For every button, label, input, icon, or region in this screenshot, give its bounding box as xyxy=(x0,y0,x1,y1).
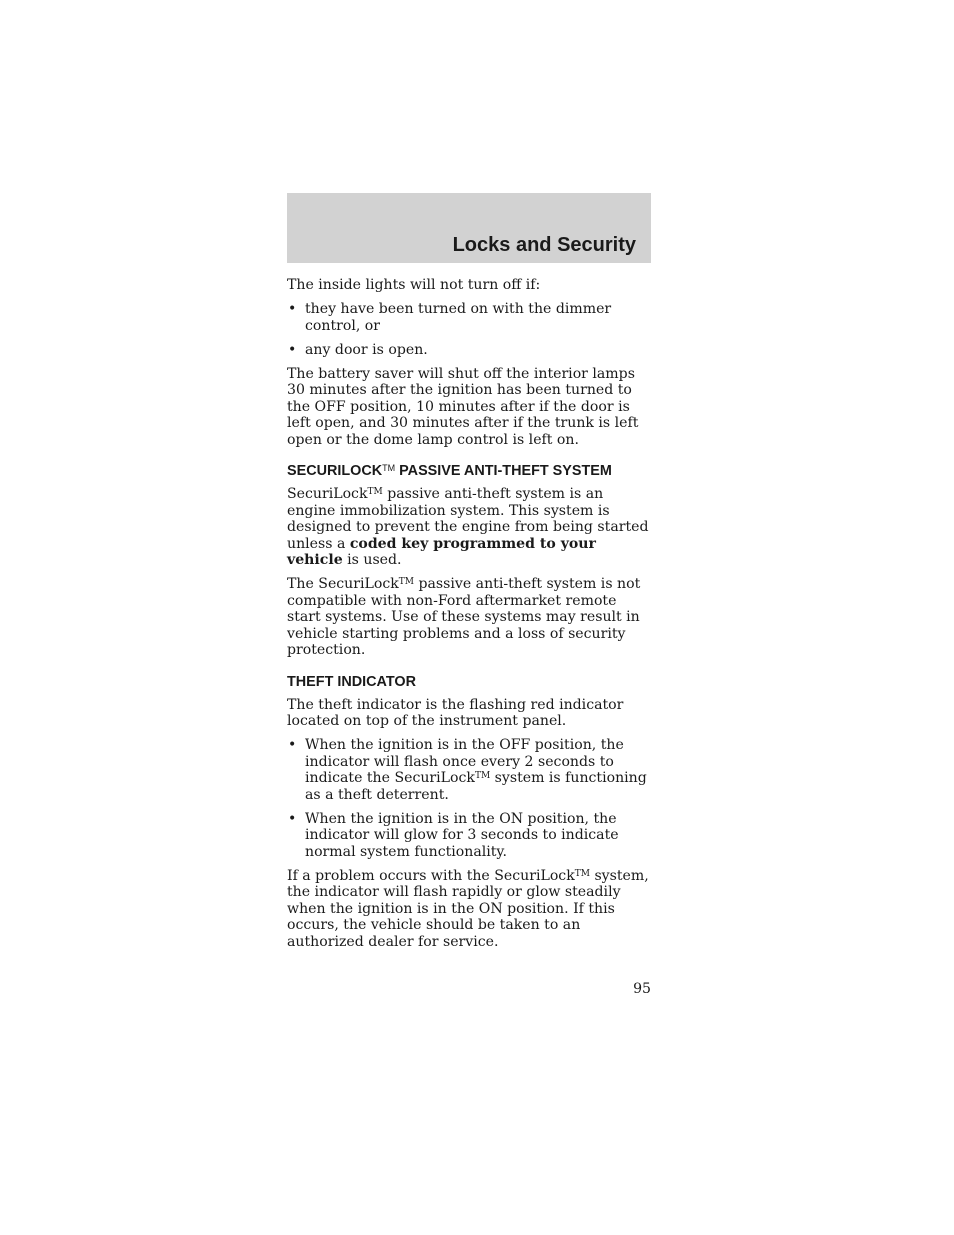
battery-saver-paragraph: The battery saver will shut off the interior lamps 30 minutes after the ignition has been turned to the OFF position, 10 minutes after if the door is left open, and 30 minutes after if the trunk is left open or the dome lamp control is left on. xyxy=(287,365,639,448)
securilock-description: SecuriLock™ passive anti-theft system is an engine immobilization system. This system is designed to prevent the engine from being started unless a coded key programmed to your vehicle is used. xyxy=(287,486,649,568)
list-item: • When the ignition is in the OFF position, the indicator will flash once every 2 seconds to indicate the SecuriLock™ system is functioning as a theft deterrent. xyxy=(288,737,647,803)
inside-lights-intro: The inside lights will not turn off if: xyxy=(287,277,541,293)
trademark-mark: TM xyxy=(367,487,383,497)
theft-indicator-list xyxy=(287,737,653,860)
list-item: • When the ignition is in the ON position, the indicator will glow for 3 seconds to indicate normal system functionality. xyxy=(288,810,619,860)
theft-indicator-problem: If a problem occurs with the SecuriLock™ system, the indicator will flash rapidly or glow steadily when the ignition is in the ON position. If this occurs, the vehicle should be taken to an authorized dealer for service. xyxy=(287,867,649,950)
bullet-icon: • xyxy=(288,737,297,753)
page-number: 95 xyxy=(633,981,651,997)
inside-lights-list xyxy=(287,301,653,358)
bullet-icon: • xyxy=(288,301,297,317)
bullet-icon: • xyxy=(288,810,297,827)
list-item: • any door is open. xyxy=(288,341,428,358)
list-item: • they have been turned on with the dimmer control, or xyxy=(288,301,612,334)
section-title: Locks and Security xyxy=(452,234,636,256)
theft-indicator-intro: The theft indicator is the flashing red indicator located on top of the instrument panel. xyxy=(287,696,624,729)
trademark-mark: TM xyxy=(382,463,396,473)
bullet-icon: • xyxy=(288,341,297,358)
securilock-compatibility: The SecuriLock™ passive anti-theft system is not compatible with non-Ford aftermarket remote start systems. Use of these systems may result in vehicle starting problems and a loss of security protection. xyxy=(287,576,641,658)
coded-key-emphasis: coded key programmed to your vehicle xyxy=(287,535,596,568)
theft-indicator-heading: THEFT INDICATOR xyxy=(287,673,416,690)
trademark-mark: TM xyxy=(574,868,590,879)
section-header-band xyxy=(287,193,651,263)
trademark-mark: TM xyxy=(474,771,491,781)
page-content xyxy=(287,277,653,958)
trademark-mark: TM xyxy=(398,577,415,587)
securilock-heading: SECURILOCK™ PASSIVE ANTI-THEFT SYSTEM xyxy=(287,463,612,479)
